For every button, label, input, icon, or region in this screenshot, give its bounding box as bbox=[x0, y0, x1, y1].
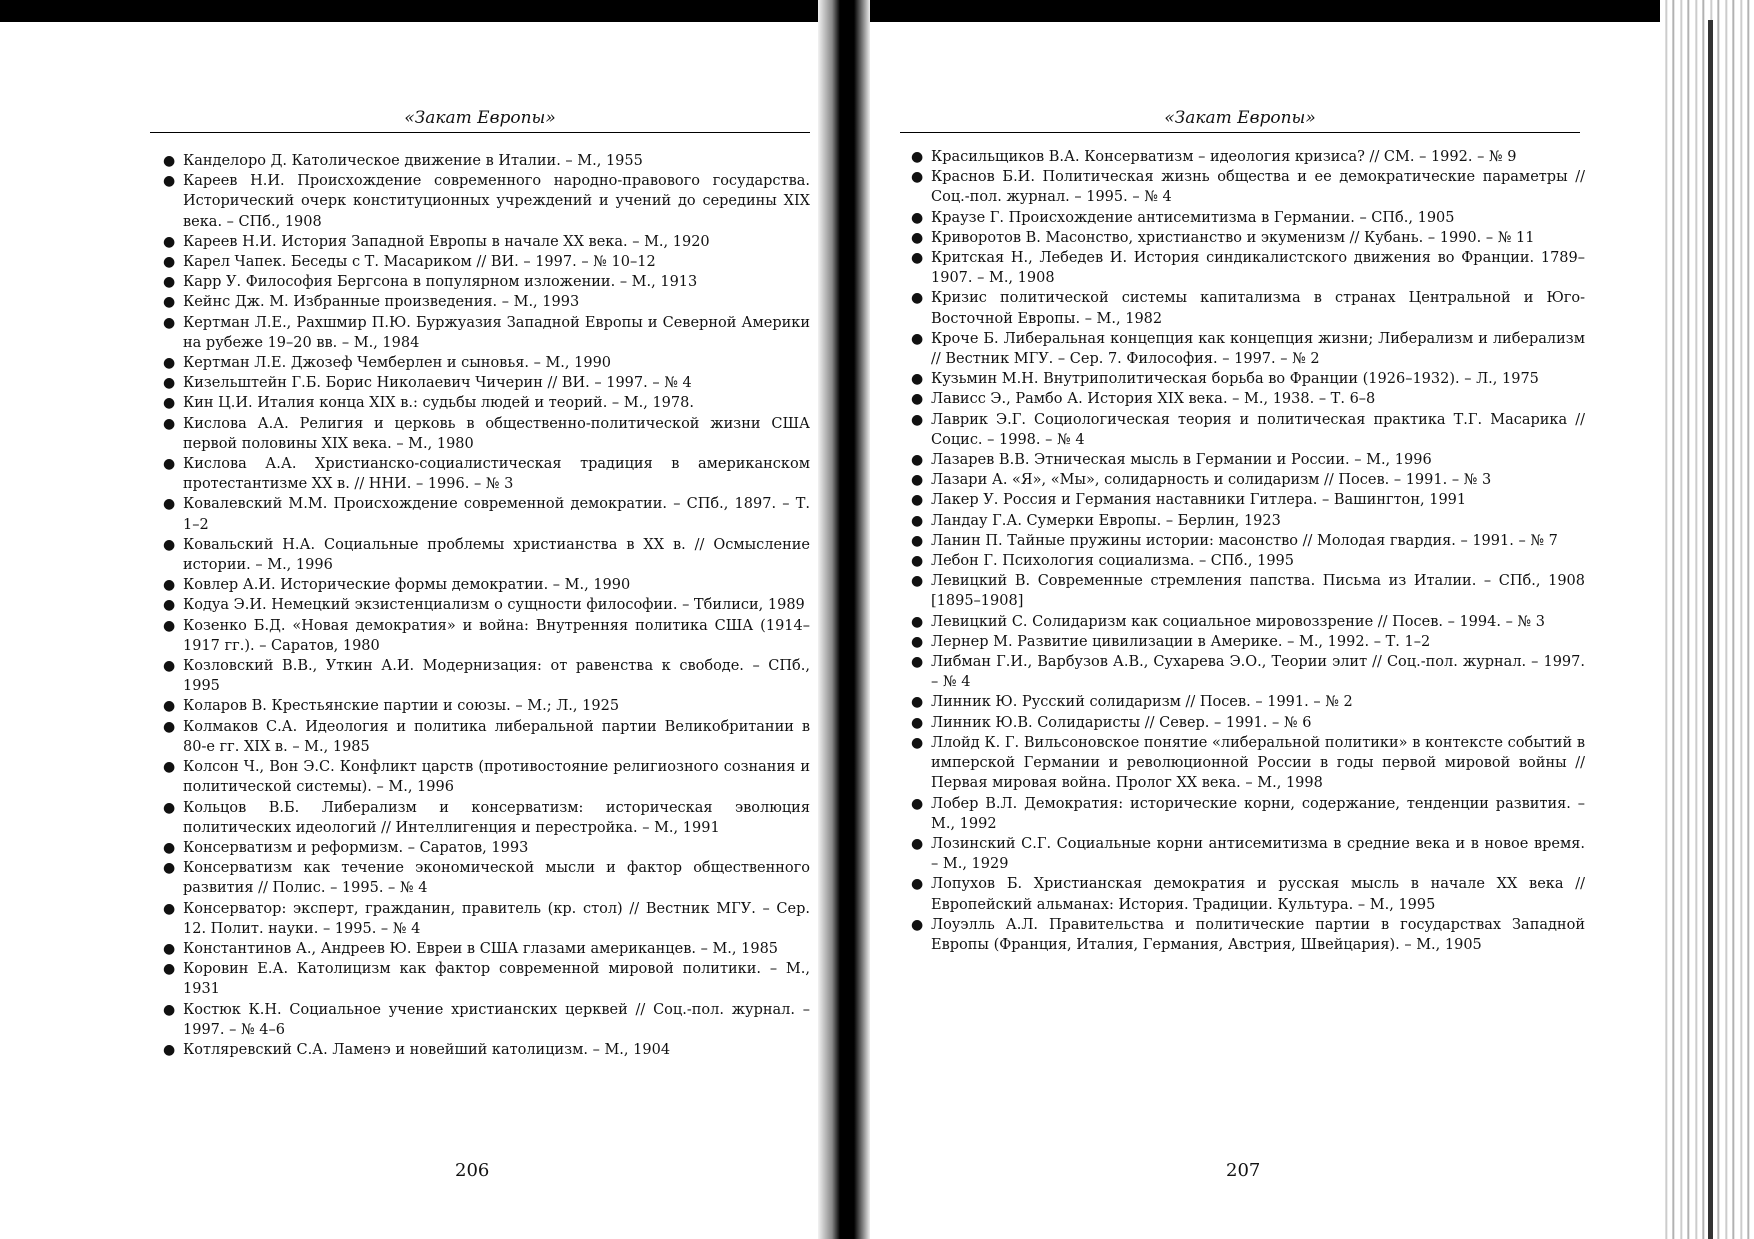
bullet-icon: ● bbox=[911, 532, 924, 549]
entry-text: Ковалевский М.М. Происхождение современной демократии. – СПб., 1897. – Т. 1–2 bbox=[183, 496, 810, 533]
bullet-icon: ● bbox=[163, 233, 176, 250]
bibliography-entry bbox=[155, 1000, 810, 1040]
entry-text: Лазарев В.В. Этническая мысль в Германии и России. – М., 1996 bbox=[931, 452, 1432, 469]
bullet-icon: ● bbox=[163, 718, 176, 735]
bibliography-entry bbox=[155, 717, 810, 757]
entry-text: Кузьмин М.Н. Внутриполитическая борьба во Франции (1926–1932). – Л., 1975 bbox=[931, 371, 1539, 388]
bullet-icon: ● bbox=[163, 617, 176, 634]
entry-text: Козловский В.В., Уткин А.И. Модернизация: от равенства к свободе. – СПб., 1995 bbox=[183, 658, 810, 695]
bullet-icon: ● bbox=[911, 654, 924, 671]
entry-text: Либман Г.И., Варбузов А.В., Сухарева Э.О., Теории элит // Соц.-пол. журнал. – 1997. – № 4 bbox=[931, 654, 1585, 691]
entry-text: Канделоро Д. Католическое движение в Италии. – М., 1955 bbox=[183, 153, 643, 169]
running-head: «Закат Европы» bbox=[900, 108, 1580, 133]
bullet-icon: ● bbox=[911, 795, 924, 812]
entry-text: Ландау Г.А. Сумерки Европы. – Берлин, 1923 bbox=[931, 512, 1281, 529]
entry-text: Консерватизм и реформизм. – Саратов, 1993 bbox=[183, 839, 529, 856]
bibliography-entry bbox=[155, 232, 810, 252]
entry-text: Кольцов В.Б. Либерализм и консерватизм: историческая эволюция политических идеологий // Интеллигенция и перестройка. – М., 1991 bbox=[183, 799, 810, 836]
entry-text: Линник Ю.В. Солидаристы // Север. – 1991. – № 6 bbox=[931, 714, 1312, 731]
bullet-icon: ● bbox=[911, 391, 924, 408]
entry-text: Коларов В. Крестьянские партии и союзы. – М.; Л., 1925 bbox=[183, 698, 620, 715]
bibliography-list bbox=[903, 147, 1585, 955]
bibliography-entry bbox=[903, 389, 1585, 409]
bibliography-entry bbox=[903, 692, 1585, 712]
entry-text: Козенко Б.Д. «Новая демократия» и война: Внутренняя политика США (1914–1917 гг.). – Саратов, 1980 bbox=[183, 617, 810, 654]
bibliography-entry bbox=[903, 652, 1585, 692]
bullet-icon: ● bbox=[163, 375, 176, 392]
entry-text: Лернер М. Развитие цивилизации в Америке. – М., 1992. – Т. 1–2 bbox=[931, 633, 1431, 650]
bibliography-entry bbox=[155, 151, 810, 171]
bibliography-entry bbox=[155, 252, 810, 272]
bullet-icon: ● bbox=[911, 512, 924, 529]
bibliography-entry bbox=[903, 410, 1585, 450]
bibliography-entry bbox=[903, 511, 1585, 531]
entry-text: Кертман Л.Е., Рахшмир П.Ю. Буржуазия Западной Европы и Северной Америки на рубеже 19–20 вв. – М., 1984 bbox=[183, 314, 810, 351]
bullet-icon: ● bbox=[911, 411, 924, 428]
bullet-icon: ● bbox=[911, 330, 924, 347]
bullet-icon: ● bbox=[911, 553, 924, 570]
bullet-icon: ● bbox=[911, 149, 924, 165]
bibliography-entry bbox=[903, 369, 1585, 389]
entry-text: Краснов Б.И. Политическая жизнь общества и ее демократические параметры // Соц.-пол. журнал. – 1995. – № 4 bbox=[931, 169, 1585, 206]
entry-text: Ланин П. Тайные пружины истории: масонство // Молодая гвардия. – 1991. – № 7 bbox=[931, 532, 1558, 549]
entry-text: Кислова А.А. Христианско-социалистическая традиция в американском протестантизме XX в. // ННИ. – 1996. – № 3 bbox=[183, 456, 810, 493]
bibliography-entry bbox=[903, 248, 1585, 288]
entry-text: Красильщиков В.А. Консерватизм – идеология кризиса? // СМ. – 1992. – № 9 bbox=[931, 149, 1517, 165]
bibliography-entry bbox=[155, 292, 810, 312]
bibliography-entry bbox=[155, 454, 810, 494]
bullet-icon: ● bbox=[163, 314, 176, 331]
page-number: 207 bbox=[1226, 1160, 1261, 1181]
entry-text: Кин Ц.И. Италия конца XIX в.: судьбы людей и теорий. – М., 1978. bbox=[183, 395, 694, 412]
bullet-icon: ● bbox=[911, 916, 924, 933]
bibliography-entry bbox=[903, 713, 1585, 733]
bullet-icon: ● bbox=[163, 698, 176, 715]
bullet-icon: ● bbox=[911, 876, 924, 893]
bullet-icon: ● bbox=[163, 355, 176, 372]
entry-text: Криворотов В. Масонство, христианство и экуменизм // Кубань. – 1990. – № 11 bbox=[931, 229, 1535, 246]
bullet-icon: ● bbox=[163, 961, 176, 978]
bullet-icon: ● bbox=[911, 694, 924, 711]
bullet-icon: ● bbox=[163, 1001, 176, 1018]
entry-text: Лакер У. Россия и Германия наставники Гитлера. – Вашингтон, 1991 bbox=[931, 492, 1467, 509]
bibliography-entry bbox=[155, 373, 810, 393]
bibliography-entry bbox=[903, 228, 1585, 248]
bullet-icon: ● bbox=[163, 153, 176, 169]
entry-text: Кодуа Э.И. Немецкий экзистенциализм о сущности философии. – Тбилиси, 1989 bbox=[183, 597, 805, 614]
bibliography-entry bbox=[903, 470, 1585, 490]
bibliography-entry bbox=[155, 838, 810, 858]
bullet-icon: ● bbox=[163, 860, 176, 877]
bibliography-entry bbox=[155, 353, 810, 373]
entry-text: Левицкий С. Солидаризм как социальное мировоззрение // Посев. – 1994. – № 3 bbox=[931, 613, 1545, 630]
entry-text: Критская Н., Лебедев И. История синдикалистского движения во Франции. 1789–1907. – М., 1908 bbox=[931, 250, 1585, 287]
bullet-icon: ● bbox=[163, 415, 176, 432]
bullet-icon: ● bbox=[911, 633, 924, 650]
bibliography-entry bbox=[155, 616, 810, 656]
bibliography-entry bbox=[155, 494, 810, 534]
bibliography-entry bbox=[155, 272, 810, 292]
entry-text: Консерватор: эксперт, гражданин, правитель (кр. стол) // Вестник МГУ. – Сер. 12. Полит. науки. – 1995. – № 4 bbox=[183, 900, 810, 937]
entry-text: Ковлер А.И. Исторические формы демократии. – М., 1990 bbox=[183, 577, 631, 594]
bullet-icon: ● bbox=[163, 799, 176, 816]
entry-text: Лаврик Э.Г. Социологическая теория и политическая практика Т.Г. Масарика // Социс. – 1998. – № 4 bbox=[931, 411, 1585, 448]
entry-text: Кризис политической системы капитализма в странах Центральной и Юго-Восточной Европы. – М., 1982 bbox=[931, 290, 1585, 327]
entry-text: Кизельштейн Г.Б. Борис Николаевич Чичерин // ВИ. – 1997. – № 4 bbox=[183, 375, 692, 392]
bibliography-entry bbox=[903, 632, 1585, 652]
bullet-icon: ● bbox=[163, 1041, 176, 1058]
bibliography-entry bbox=[155, 414, 810, 454]
entry-text: Кареев Н.И. История Западной Европы в начале XX века. – М., 1920 bbox=[183, 233, 710, 250]
entry-text: Краузе Г. Происхождение антисемитизма в Германии. – СПб., 1905 bbox=[931, 209, 1455, 226]
bibliography-entry bbox=[155, 959, 810, 999]
bullet-icon: ● bbox=[163, 597, 176, 614]
entry-text: Кейнс Дж. М. Избранные произведения. – М., 1993 bbox=[183, 294, 580, 311]
entry-text: Карел Чапек. Беседы с Т. Масариком // ВИ. – 1997. – № 10–12 bbox=[183, 254, 656, 271]
entry-text: Карр У. Философия Бергсона в популярном изложении. – М., 1913 bbox=[183, 274, 698, 291]
bullet-icon: ● bbox=[163, 274, 176, 291]
book-gutter bbox=[818, 0, 870, 1239]
bibliography-entry bbox=[155, 696, 810, 716]
bibliography-entry bbox=[903, 329, 1585, 369]
entry-text: Лопухов Б. Христианская демократия и русская мысль в начале XX века // Европейский альманах: История. Традиции. Культура. – М., 1995 bbox=[931, 876, 1585, 913]
bibliography-entry bbox=[903, 147, 1585, 167]
entry-text: Ковальский Н.А. Социальные проблемы христианства в XX в. // Осмысление истории. – М., 1996 bbox=[183, 536, 810, 574]
entry-text: Колмаков С.А. Идеология и политика либеральной партии Великобритании в 80-е гг. XIX в. – М., 1985 bbox=[183, 718, 810, 755]
bibliography-list bbox=[155, 151, 810, 1060]
bibliography-entry bbox=[155, 1040, 810, 1060]
right-page bbox=[870, 0, 1660, 1239]
bibliography-entry bbox=[155, 575, 810, 595]
entry-text: Коровин Е.А. Католицизм как фактор современной мировой политики. – М., 1931 bbox=[183, 961, 810, 998]
entry-text: Лобер В.Л. Демократия: исторические корни, содержание, тенденции развития. – М., 1992 bbox=[931, 795, 1585, 832]
bibliography-entry bbox=[903, 208, 1585, 228]
bullet-icon: ● bbox=[911, 472, 924, 489]
bullet-icon: ● bbox=[163, 173, 176, 190]
bibliography-entry bbox=[155, 171, 810, 232]
bibliography-entry bbox=[155, 757, 810, 797]
bullet-icon: ● bbox=[911, 573, 924, 590]
bullet-icon: ● bbox=[163, 658, 176, 675]
page-edges bbox=[1660, 0, 1754, 1239]
entry-text: Консерватизм как течение экономической мысли и фактор общественного развития // Полис. – 1995. – № 4 bbox=[183, 860, 810, 897]
bullet-icon: ● bbox=[163, 294, 176, 311]
bullet-icon: ● bbox=[163, 577, 176, 594]
bibliography-entry bbox=[155, 656, 810, 696]
bullet-icon: ● bbox=[163, 839, 176, 856]
entry-text: Котляревский С.А. Ламенэ и новейший католицизм. – М., 1904 bbox=[183, 1041, 671, 1058]
entry-text: Костюк К.Н. Социальное учение христианских церквей // Соц.-пол. журнал. – 1997. – № 4–6 bbox=[183, 1001, 810, 1038]
entry-text: Лоуэлль А.Л. Правительства и политические партии в государствах Западной Европы (Франция, Италия, Германия, Австрия, Швейцария). – М., 1905 bbox=[931, 916, 1585, 953]
bibliography-entry bbox=[903, 288, 1585, 328]
bullet-icon: ● bbox=[911, 250, 924, 267]
bibliography-entry bbox=[903, 733, 1585, 794]
bibliography-entry bbox=[155, 858, 810, 898]
running-head: «Закат Европы» bbox=[150, 108, 810, 133]
bullet-icon: ● bbox=[911, 835, 924, 852]
bullet-icon: ● bbox=[163, 759, 176, 776]
entry-text: Кертман Л.Е. Джозеф Чемберлен и сыновья. – М., 1990 bbox=[183, 355, 612, 372]
bibliography-entry bbox=[155, 899, 810, 939]
bibliography-entry bbox=[903, 874, 1585, 914]
bullet-icon: ● bbox=[911, 169, 924, 186]
bibliography-entry bbox=[903, 612, 1585, 632]
bibliography-entry bbox=[155, 595, 810, 615]
bullet-icon: ● bbox=[911, 209, 924, 226]
entry-text: Лебон Г. Психология социализма. – СПб., 1995 bbox=[931, 553, 1294, 570]
entry-text: Лозинский С.Г. Социальные корни антисемитизма в средние века и в новое время. – М., 1929 bbox=[931, 835, 1585, 873]
bullet-icon: ● bbox=[911, 613, 924, 630]
bibliography-entry bbox=[903, 531, 1585, 551]
entry-text: Кареев Н.И. Происхождение современного народно-правового государства. Исторический очерк конституционных учреждений и учений до середины XIX века. – СПб., 1908 bbox=[183, 173, 810, 230]
bullet-icon: ● bbox=[163, 900, 176, 917]
bibliography-entry bbox=[155, 939, 810, 959]
bibliography-entry bbox=[903, 571, 1585, 611]
entry-text: Кислова А.А. Религия и церковь в общественно-политической жизни США первой половины XIX века. – М., 1980 bbox=[183, 415, 810, 452]
bullet-icon: ● bbox=[163, 940, 176, 957]
bibliography-entry bbox=[155, 393, 810, 413]
bullet-icon: ● bbox=[163, 456, 176, 473]
entry-text: Левицкий В. Современные стремления папства. Письма из Италии. – СПб., 1908 [1895–1908] bbox=[931, 573, 1585, 610]
page-number: 206 bbox=[455, 1160, 490, 1181]
bullet-icon: ● bbox=[911, 714, 924, 731]
bibliography-entry bbox=[903, 915, 1585, 955]
entry-text: Колсон Ч., Вон Э.С. Конфликт царств (противостояние религиозного сознания и политической системы). – М., 1996 bbox=[183, 759, 810, 796]
bullet-icon: ● bbox=[911, 229, 924, 246]
entry-text: Линник Ю. Русский солидаризм // Посев. – 1991. – № 2 bbox=[931, 694, 1353, 711]
bullet-icon: ● bbox=[911, 492, 924, 509]
bullet-icon: ● bbox=[911, 290, 924, 307]
bibliography-entry bbox=[155, 798, 810, 838]
bibliography-entry bbox=[903, 167, 1585, 207]
bibliography-entry bbox=[903, 450, 1585, 470]
left-page bbox=[0, 0, 818, 1239]
bullet-icon: ● bbox=[163, 395, 176, 412]
bibliography-entry bbox=[155, 535, 810, 575]
entry-text: Лависс Э., Рамбо А. История XIX века. – М., 1938. – Т. 6–8 bbox=[931, 391, 1376, 408]
bibliography-entry bbox=[155, 313, 810, 353]
entry-text: Лазари А. «Я», «Мы», солидарность и солидаризм // Посев. – 1991. – № 3 bbox=[931, 472, 1492, 489]
bullet-icon: ● bbox=[163, 254, 176, 271]
entry-text: Кроче Б. Либеральная концепция как концепция жизни; Либерализм и либерализм // Вестник МГУ. – Сер. 7. Философия. – 1997. – № 2 bbox=[931, 330, 1585, 368]
entry-text: Константинов А., Андреев Ю. Евреи в США глазами американцев. – М., 1985 bbox=[183, 940, 779, 957]
page-edge-shadow bbox=[1708, 20, 1713, 1239]
bibliography-entry bbox=[903, 834, 1585, 874]
bibliography-entry bbox=[903, 794, 1585, 834]
bibliography-entry bbox=[903, 490, 1585, 510]
bibliography-entry bbox=[903, 551, 1585, 571]
bullet-icon: ● bbox=[163, 496, 176, 513]
bullet-icon: ● bbox=[911, 734, 924, 751]
bullet-icon: ● bbox=[911, 452, 924, 469]
entry-text: Ллойд К. Г. Вильсоновское понятие «либеральной политики» в контексте событий в имперской Германии и революционной России в годы первой мировой войны // Первая мировая война. Пролог XX века. – М., 1998 bbox=[931, 734, 1585, 792]
bullet-icon: ● bbox=[163, 536, 176, 553]
bullet-icon: ● bbox=[911, 371, 924, 388]
